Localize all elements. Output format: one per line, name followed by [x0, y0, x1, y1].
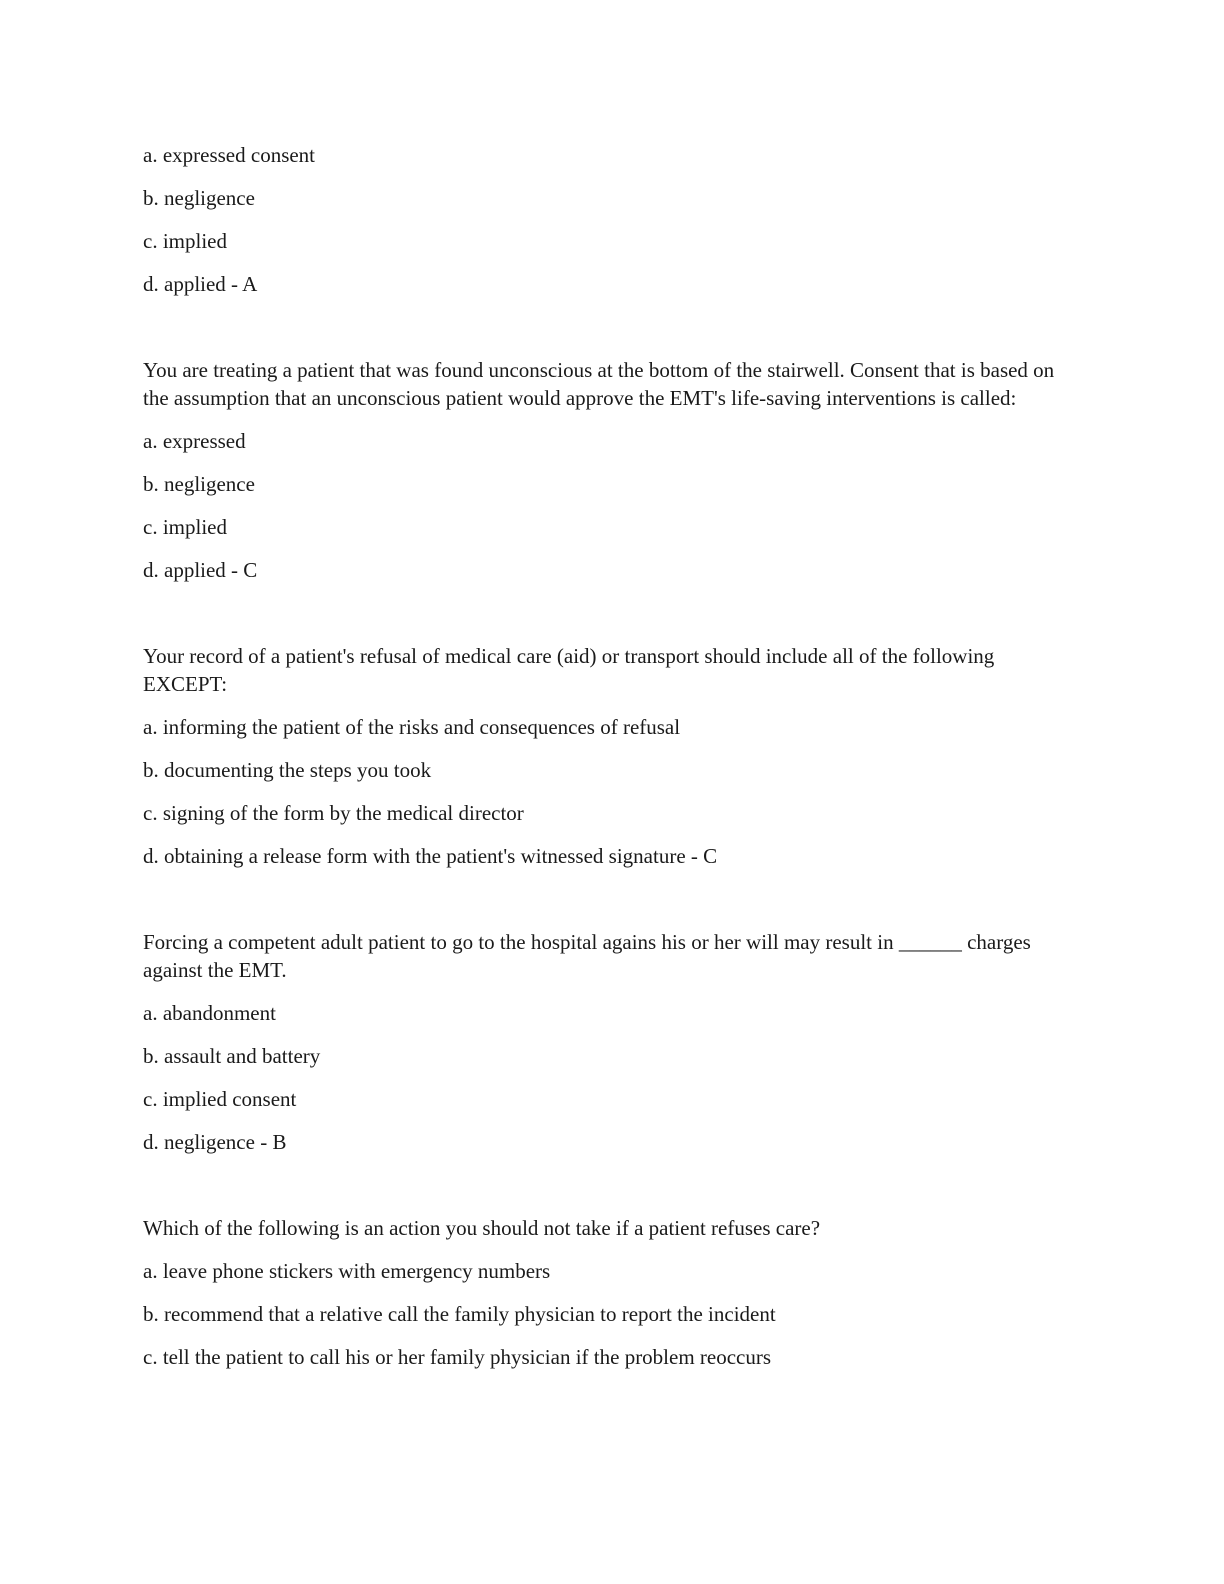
document-page — [143, 141, 1083, 1371]
answer-option: b. recommend that a relative call the family physician to report the incident — [143, 1302, 776, 1326]
answer-option: a. expressed — [143, 429, 246, 453]
answer-option: b. assault and battery — [143, 1044, 321, 1068]
question-text: Forcing a competent adult patient to go to the hospital agains his or her will may result in ______ charges against the EMT. — [143, 930, 1031, 982]
answer-option: a. informing the patient of the risks and consequences of refusal — [143, 715, 681, 739]
answer-option: a. abandonment — [143, 1001, 276, 1025]
answer-option: c. implied — [143, 229, 227, 253]
answer-option: c. implied consent — [143, 1087, 297, 1111]
answer-option: c. tell the patient to call his or her family physician if the problem reoccurs — [143, 1345, 772, 1369]
question-text: Which of the following is an action you should not take if a patient refuses care? — [143, 1216, 821, 1240]
answer-option: d. negligence - B — [143, 1130, 287, 1154]
question-block — [143, 1214, 1083, 1371]
answer-option: b. negligence — [143, 186, 255, 210]
answer-option: d. applied - A — [143, 272, 258, 296]
answer-option: b. documenting the steps you took — [143, 758, 432, 782]
answer-option: a. leave phone stickers with emergency numbers — [143, 1259, 551, 1283]
answer-option: b. negligence — [143, 472, 255, 496]
question-block — [143, 928, 1083, 1156]
answer-option: c. implied — [143, 515, 227, 539]
question-block — [143, 356, 1083, 584]
question-text: Your record of a patient's refusal of medical care (aid) or transport should include all of the following EXCEPT: — [143, 644, 995, 696]
answer-option: d. obtaining a release form with the patient's witnessed signature - C — [143, 844, 718, 868]
answer-option: a. expressed consent — [143, 143, 316, 167]
question-text: You are treating a patient that was found unconscious at the bottom of the stairwell. Consent that is based on the assumption that an unconscious patient would approve the EMT's life-saving interventions is called: — [143, 358, 1055, 410]
answer-option: d. applied - C — [143, 558, 258, 582]
question-block — [143, 642, 1083, 870]
question-block — [143, 141, 1083, 298]
answer-option: c. signing of the form by the medical director — [143, 801, 524, 825]
